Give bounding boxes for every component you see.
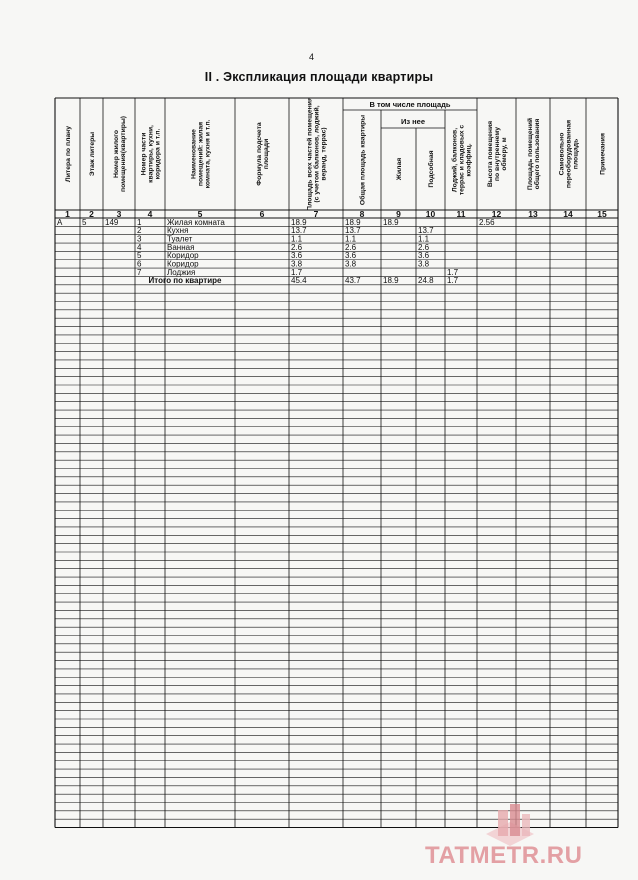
column-header-1: Литера по плану bbox=[65, 125, 72, 183]
column-header-5: Наименованиепомещений: жилаякомната, кухня и т.п. bbox=[190, 119, 212, 189]
total-value: 1.7 bbox=[447, 276, 459, 286]
table-cell: 2 bbox=[137, 226, 142, 236]
table-cell: 3.8 bbox=[418, 259, 430, 269]
table-cell: Кухня bbox=[167, 226, 189, 236]
column-number: 12 bbox=[491, 209, 502, 219]
column-header-6: Формула подсчетаплощади bbox=[255, 122, 271, 186]
table-cell: 3.6 bbox=[291, 251, 303, 261]
watermark-text: TATMETR.RU bbox=[425, 842, 583, 869]
table-cell: 149 bbox=[105, 217, 119, 227]
document-title: II . Экспликация площади квартиры bbox=[204, 70, 434, 84]
total-value: 45.4 bbox=[291, 276, 307, 286]
column-number: 7 bbox=[313, 209, 319, 219]
column-header-12: Высота помещенияпо внутреннемуобмеру, м bbox=[486, 120, 509, 188]
table-cell: Ванная bbox=[167, 242, 195, 252]
column-header-4: Номер частиквартиры, кухни,коридора и т.п. bbox=[140, 125, 162, 183]
column-number: 15 bbox=[597, 209, 607, 219]
table-cell: 3.8 bbox=[345, 259, 357, 269]
column-number: 9 bbox=[396, 209, 401, 219]
table-cell: 2.6 bbox=[345, 242, 357, 252]
table-cell: 3 bbox=[137, 234, 142, 244]
table-cell: 3.8 bbox=[291, 259, 303, 269]
table-cell: 4 bbox=[137, 242, 142, 252]
table-cell: 18.9 bbox=[345, 217, 361, 227]
table-cell: Коридор bbox=[167, 251, 199, 261]
column-number: 4 bbox=[147, 209, 153, 219]
column-header-13: Площадь помещенийобщего пользования bbox=[526, 117, 542, 191]
column-number: 10 bbox=[425, 209, 436, 219]
table-cell: 1.1 bbox=[291, 234, 303, 244]
table-cell: Жилая комната bbox=[167, 217, 225, 227]
table-cell: 13.7 bbox=[345, 226, 361, 236]
table-cell: 13.7 bbox=[418, 226, 434, 236]
table-cell: 1.7 bbox=[291, 267, 303, 277]
table-cell: 7 bbox=[137, 267, 142, 277]
column-number: 5 bbox=[197, 209, 203, 219]
page-number: 4 bbox=[309, 52, 315, 62]
column-header-11: Лоджий, балконов,террас и кладовых скоэффиц. bbox=[451, 124, 473, 196]
table-cell: 1.1 bbox=[418, 234, 430, 244]
table-cell: Туалет bbox=[167, 234, 193, 244]
column-header-3: Номер жилогопомещения(квартиры) bbox=[112, 115, 128, 193]
column-number: 8 bbox=[359, 209, 365, 219]
table-cell: 6 bbox=[137, 259, 142, 269]
total-value: 43.7 bbox=[345, 276, 361, 286]
table-cell: 18.9 bbox=[383, 217, 399, 227]
total-value: 24.8 bbox=[418, 276, 434, 286]
column-header-10: Подсобная bbox=[428, 150, 435, 188]
column-header-9: Жилая bbox=[396, 157, 403, 181]
column-header-7: Площадь всех частей помещения(с учетом балконов, лоджий,веранд, террас) bbox=[306, 97, 328, 211]
table-cell: 5 bbox=[137, 251, 142, 261]
column-header-14: Самовольнопереоборудованнаяплощадь bbox=[558, 119, 580, 189]
table-cell: Коридор bbox=[167, 259, 199, 269]
column-header-15: Примечания bbox=[599, 133, 607, 175]
table-cell: 3.6 bbox=[345, 251, 357, 261]
table-cell: 2.6 bbox=[291, 242, 303, 252]
column-header-8: Общая площадь квартиры bbox=[359, 114, 367, 206]
group-header-of-which: Из нее bbox=[400, 117, 426, 126]
table-cell: 3.6 bbox=[418, 251, 430, 261]
column-number: 11 bbox=[456, 209, 466, 219]
column-number: 1 bbox=[65, 209, 70, 219]
table-cell: А bbox=[57, 217, 63, 227]
table-cell: 1 bbox=[137, 217, 142, 227]
table-cell: 13.7 bbox=[291, 226, 307, 236]
column-number: 14 bbox=[563, 209, 573, 219]
column-number: 6 bbox=[259, 209, 265, 219]
table-cell: 1.1 bbox=[345, 234, 357, 244]
column-number: 2 bbox=[89, 209, 94, 219]
table-cell: 5 bbox=[82, 217, 87, 227]
column-header-2: Этаж литеры bbox=[89, 131, 96, 177]
table-cell: 2.6 bbox=[418, 242, 430, 252]
watermark-logo-icon bbox=[480, 800, 540, 848]
total-value: 18.9 bbox=[383, 276, 399, 286]
group-header-in-total: В том числе площадь bbox=[369, 100, 451, 109]
total-label: Итого по квартире bbox=[148, 276, 222, 286]
table-cell: 1.7 bbox=[447, 267, 459, 277]
table-cell: Лоджия bbox=[167, 267, 196, 277]
column-number: 3 bbox=[116, 209, 122, 219]
column-number: 13 bbox=[528, 209, 538, 219]
table-cell: 18.9 bbox=[291, 217, 307, 227]
table-cell: 2.56 bbox=[479, 217, 495, 227]
